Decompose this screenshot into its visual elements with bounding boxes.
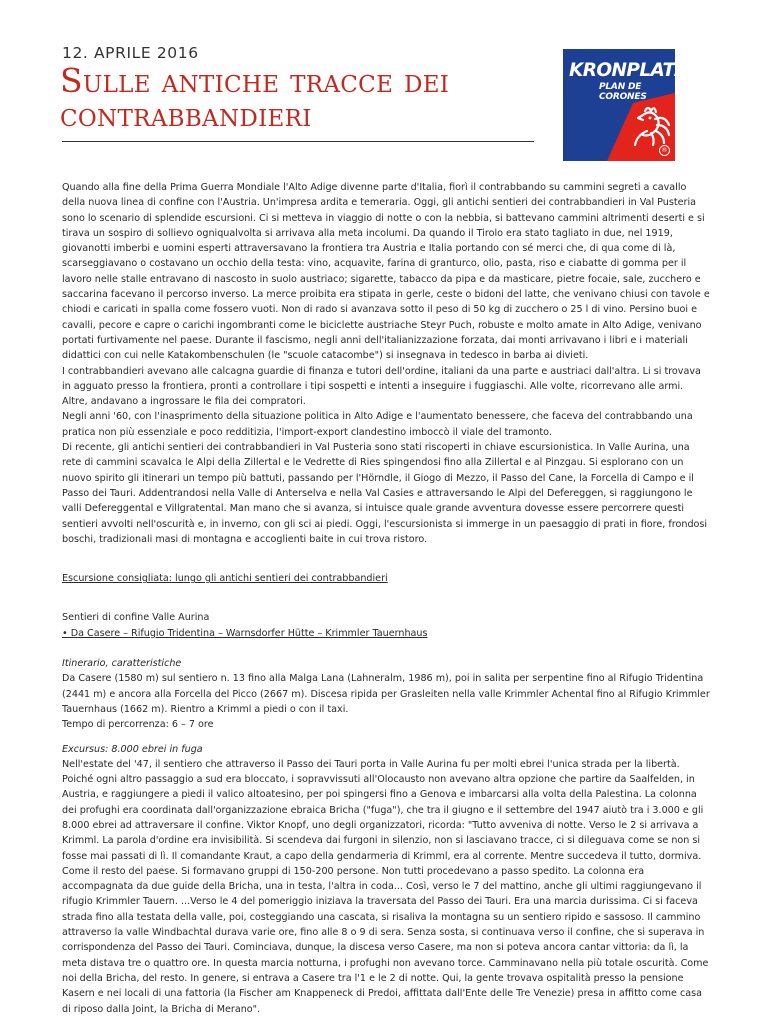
- rooster-icon: [623, 97, 673, 149]
- title-underline: [62, 141, 534, 142]
- excursus-heading: Excursus: 8.000 ebrei in fuga: [62, 743, 203, 755]
- logo-sub: PLAN DE CORONES: [599, 82, 647, 102]
- page-title: Sulle antiche tracce dei contrabbandieri: [60, 61, 450, 134]
- article-body: [62, 180, 710, 1017]
- travel-time: Tempo di percorrenza: 6 – 7 ore: [62, 719, 214, 731]
- paragraph: Di recente, gli antichi sentieri dei contrabbandieri in Val Pusteria sono stati riscoperti in chiave escursionistica. In Valle Aurina, una rete di cammini scavalca le Alpi della Zillertal e le Vedrette di Ries spingendosi fino alla Zillertal e al Pinzgau. Si esplorano con un nuovo spirito gli itinerari un tempo più battuti, passando per l'Hörndle, il Giogo di Mezzo, il Passo del Cane, la Forcella di Campo e il Passo dei Tauri. Addentrandosi nella Valle di Anterselva e nella Val Casies e attraversando le Alpi del Defereggen, si raggiungono le valli Defereggental e Villgratental. Man mano che si avanza, si intuisce quale grande avventura dovesse essere percorrere questi sentieri avvolti nell'oscurità e, in inverno, con gli sci ai piedi. Oggi, l'escursionista si immerge in un paesaggio di prati in fiore, frondosi boschi, tradizionali masi di montagna e accoglienti baite in cui trova ristoro.: [62, 442, 708, 545]
- registered-mark: ®: [659, 145, 670, 156]
- kronplatz-logo: [563, 49, 688, 161]
- itinerary-text: Da Casere (1580 m) sul sentiero n. 13 fino alla Malga Lana (Lahneralm, 1986 m), poi in salita per serpentine fino al Rifugio Tridentina (2441 m) e ancora alla Forcella del Picco (2667 m). Discesa ripida per Grasleiten nella valle Krimmler Achental fino al Rifugio Krimmler Tauernhaus (1662 m). Rientro a Krimml a piedi o con il taxi.: [62, 673, 710, 715]
- post-date: 12. APRILE 2016: [62, 44, 199, 62]
- route-title: Sentieri di confine Valle Aurina: [62, 612, 210, 624]
- paragraph: Quando alla fine della Prima Guerra Mondiale l'Alto Adige divenne parte d'Italia, fiorì il contrabbando su cammini segreti a cavallo della nuova linea di confine con l'Austria. Un'impresa ardita e temeraria. Oggi, gli antichi sentieri dei contrabbandieri in Val Pusteria sono lo scenario di splendide escursioni. Ci si metteva in viaggio di notte o con la nebbia, si battevano cammini altrimenti deserti e si tirava un sospiro di sollievo ogniqualvolta si arrivava alla meta incolumi. Da quando il Tirolo era stato tagliato in due, nel 1919, giovanotti imberbi e uomini esperti attraversavano la frontiera tra Austria e Italia portando con sé merci che, di qua come di là, scarseggiavano o costavano un occhio della testa: vino, acquavite, farina di granturco, olio, pasta, riso e ciabatte di gomma per il lavoro nelle stalle entravano di nascosto in suolo austriaco; sigarette, tabacco da pipa e da masticare, pietre focaie, sale, zucchero e saccarina facevano il percorso inverso. La merce proibita era stipata in gerle, ceste o bidoni del latte, che venivano chiusi con tavole e chiodi e caricati in spalla come fossero vuoti. Non di rado si avanzava sotto il peso di 50 kg di zucchero o 25 l di vino. Persino buoi e cavalli, pecore e capre o carichi ingombranti come le biciclette austriache Steyr Puch, robuste e molto amate in Alto Adige, venivano portati furtivamente nel paese. Durante il fascismo, negli anni dell'italianizzazione forzata, dai monti arrivavano i libri e i materiali didattici con cui nelle Katakombenschulen (le "scuole catacombe") si insegnava in tedesco in barba ai divieti.: [62, 182, 710, 362]
- paragraph: Negli anni '60, con l'inasprimento della situazione politica in Alto Adige e l'aumentato benessere, che faceva del contrabbando una pratica non più essenziale e poco redditizia, l'import-export clandestino imboccò il viale del tramonto.: [62, 411, 693, 438]
- excursus-text: Nell'estate del '47, il sentiero che attraverso il Passo dei Tauri porta in Valle Aurina fu per molti ebrei l'unica strada per la libertà. Poiché ogni altro passaggio a sud era bloccato, i sopravvissuti all'Olocausto non avevano altra opzione che partire da Saalfelden, in Austria, e raggiungere a piedi il valico altoatesino, per poi spingersi fino a Genova e imbarcarsi alla volta della Palestina. La colonna dei profughi era coordinata dall'organizzazione ebraica Bricha ("fuga"), che tra il giugno e il settembre del 1947 aiutò tra i 3.000 e gli 8.000 ebrei ad attraversare il confine. Viktor Knopf, uno degli organizzatori, ricorda: "Tutto avveniva di notte. Verso le 2 si arrivava a Krimml. La parola d'ordine era invisibilità. Si scendeva dai furgoni in silenzio, non si lasciavano tracce, ci si dileguava come se non si fosse mai passati di lì. Il comandante Kraut, a capo della gendarmeria di Krimml, era al corrente. Mentre succedeva il tutto, dormiva. Come il resto del paese. Si formavano gruppi di 150-200 persone. Non tutti procedevano a passo spedito. La colonna era accompagnata da due guide della Bricha, una in testa, l'altra in coda... Così, verso le 7 del mattino, anche gli ultimi raggiungevano il rifugio Krimmler Tauern. ...Verso le 4 del pomeriggio iniziava la traversata del Passo dei Tauri. Era una marcia durissima. Ci si faceva strada fino alla testata della valle, poi, costeggiando una cascata, si risaliva la montagna su un sentiero ripido e sassoso. Il cammino attraverso la valle Windbachtal durava varie ore, fino alle 8 o 9 di sera. Senza sosta, si continuava verso il confine, che si superava in corrispondenza del Passo dei Tauri. Cominciava, dunque, la discesa verso Casere, ma non si poteva ancora cantar vittoria: da lì, la meta distava tre o quattro ore. In questa marcia notturna, i profughi non avevano torce. Camminavano nella più totale oscurità. Come noi della Bricha, del resto. In genere, si entrava a Casere tra l'1 e le 2 di notte. Qui, la gente trovava ospitalità presso la pensione Kasern e nei locali di una fattoria (la Fischer am Knappeneck di Predoi, affittata dall'Ente delle Tre Venezie) presa in affitto come casa di riposo dalla Joint, la Bricha di Merano".: [62, 758, 709, 1015]
- logo-brand: KRONPLATZ: [569, 60, 688, 81]
- itinerary-heading: Itinerario, caratteristiche: [62, 658, 182, 670]
- paragraph: I contrabbandieri avevano alle calcagna guardie di finanza e tutori dell'ordine, italiani da una parte e austriaci dall'altra. Li si trovava in agguato presso la frontiera, pronti a controllare i tipi sospetti e intenti a inseguire i fuggiaschi. Alle volte, ricorrevano alle armi. Altre, andavano a ingrossare le fila dei compratori.: [62, 365, 701, 408]
- excursion-heading: Escursione consigliata: lungo gli antichi sentieri dei contrabbandieri: [62, 573, 388, 585]
- route-link[interactable]: • Da Casere – Rifugio Tridentina – Warnsdorfer Hütte – Krimmler Tauernhaus: [62, 627, 428, 639]
